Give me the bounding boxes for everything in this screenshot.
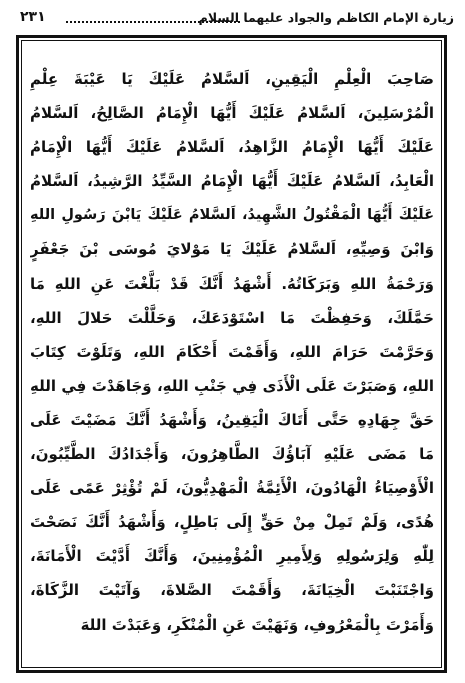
text-line: وَأَمَرْتَ بِالْمَعْرُوفِ، وَنَهَيْتَ عَنِ الْمُنْكَرِ، وَعَبَدْتَ اللهَ	[80, 615, 434, 634]
text-line: حَقَّ جِهَادِهِ حَتَّى أَتَاكَ الْيَقِينُ، وَأَشْهَدُ أَنَّكَ مَضَيْتَ عَلَى	[30, 410, 434, 429]
text-line: الْمُرْسَلِينَ، اَلسَّلامُ عَلَيْكَ أَيُّهَا الْإِمَامُ الصَّالِحُ، اَلسَّلامُ	[30, 104, 434, 123]
text-line: عَلَيْكَ أَيُّهَا الْمَقْتُولُ الشَّهِيدُ، اَلسَّلامُ عَلَيْكَ يَابْنَ رَسُولِ اللهِ	[30, 207, 434, 224]
page-number: ٢٣١	[20, 9, 46, 25]
running-title: زيارة الإمام الكاظم والجواد عليهما السلام	[198, 10, 454, 25]
text-line: صَاحِبَ الْعِلْمِ الْيَقِينِ، اَلسَّلامُ عَلَيْكَ يَا عَيْبَةَ عِلْمِ	[30, 70, 434, 88]
text-line: الْعَابِدُ، اَلسَّلامُ عَلَيْكَ أَيُّهَا الْإِمَامُ السَّيِّدُ الرَّشِيدُ، اَلسَّلامُ	[30, 172, 434, 191]
text-line: وَحَرَّمْتَ حَرَامَ اللهِ، وَأَقَمْتَ أَحْكَامَ اللهِ، وَتَلَوْتَ كِتَابَ	[30, 342, 434, 361]
text-line: عَلَيْكَ أَيُّهَا الْإِمَامُ الزَّاهِدُ، اَلسَّلامُ عَلَيْكَ أَيُّهَا الْإِمَامُ	[30, 138, 434, 157]
text-line: الْأَوْصِيَاءُ الْهَادُونَ، الْأَئِمَّةُ الْمَهْدِيُّونَ، لَمْ تُؤْثِرْ عَمًى عَلَى	[30, 479, 434, 498]
text-line: وَاجْتَنَبْتَ الْخِيَانَةَ، وَأَقَمْتَ الصَّلاةَ، وَآتَيْتَ الزَّكَاةَ،	[30, 581, 434, 600]
text-line: وَابْنَ وَصِيِّهِ، اَلسَّلامُ عَلَيْكَ يَا مَوْلايَ مُوسَى بْنَ جَعْفَرٍ	[30, 240, 434, 259]
text-line: لِلّٰهِ وَلِرَسُولِهِ وَلِأَمِيرِ الْمُؤْمِنِينَ، وَأَنَّكَ أَدَّيْتَ الْأَمَانَةَ،	[30, 547, 434, 566]
text-line: اللهِ، وَصَبَرْتَ عَلَى الْأَذَى فِي جَنْبِ اللهِ، وَجَاهَدْتَ فِي اللهِ	[30, 376, 434, 395]
page-header	[14, 8, 454, 30]
text-line: هُدًى، وَلَمْ تَمِلْ مِنْ حَقٍّ إِلَى بَاطِلٍ، وَأَشْهَدُ أَنَّكَ نَصَحْتَ	[30, 513, 434, 532]
text-line: وَرَحْمَةُ اللهِ وَبَرَكَاتُهُ. أَشْهَدُ أَنَّكَ قَدْ بَلَّغْتَ عَنِ اللهِ مَا	[30, 274, 434, 293]
header-dotted-leader	[66, 21, 240, 23]
text-line: مَا مَضَى عَلَيْهِ آبَاؤُكَ الطَّاهِرُونَ، وَأَجْدَادُكَ الطَّيِّبُونَ،	[30, 445, 434, 464]
text-line: حَمَّلَكَ، وَحَفِظْتَ مَا اسْتَوْدَعَكَ، وَحَلَّلْتَ حَلالَ اللهِ،	[30, 308, 434, 327]
body-text	[30, 62, 434, 642]
